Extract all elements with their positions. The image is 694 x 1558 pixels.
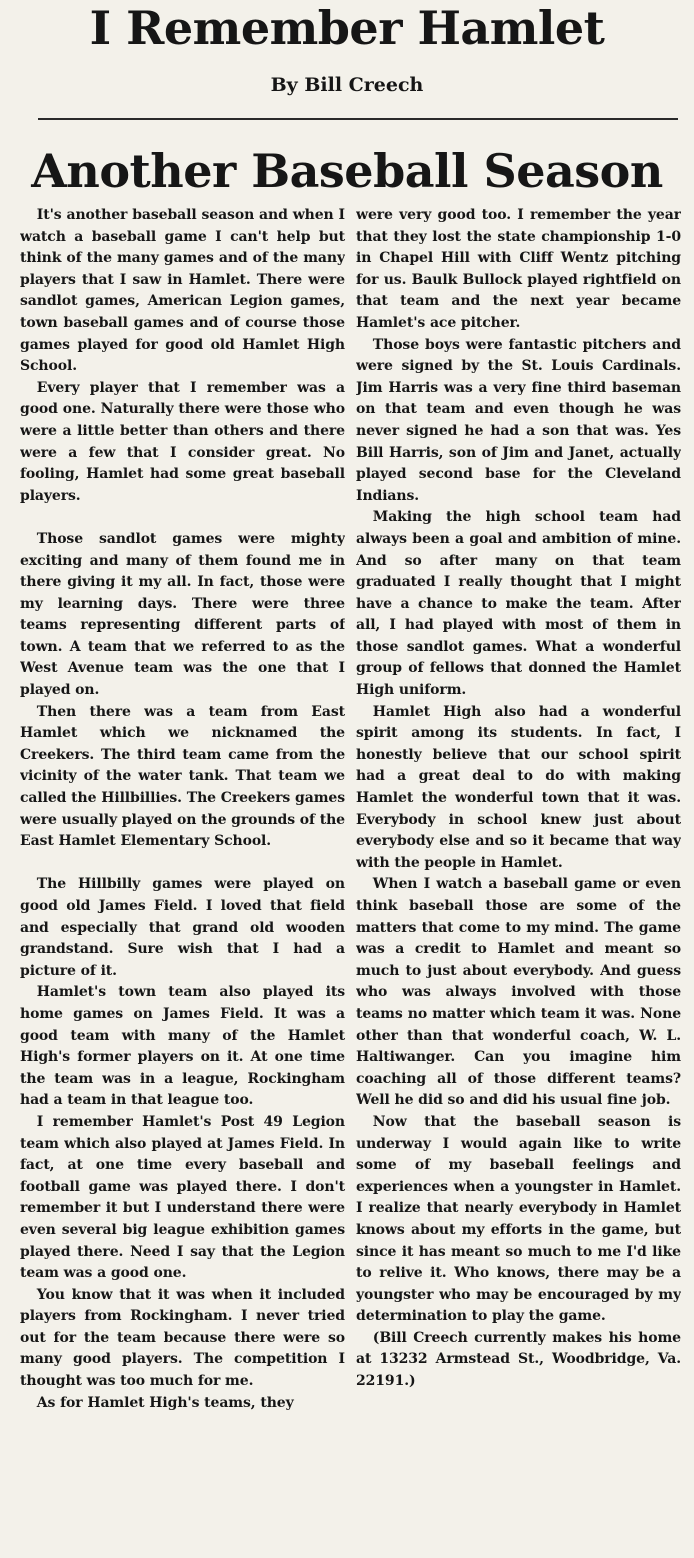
headline: Another Baseball Season xyxy=(31,144,663,198)
paragraph: I remember Hamlet's Post 49 Legion team which also played at James Field. In fact, at one time every baseball and football game was played there. I don't remember it but I understand there were even several big league exhibition games played there. Need I say that the Legion team was a good one. xyxy=(20,1113,345,1282)
paragraph: Hamlet High also had a wonderful spirit among its students. In fact, I honestly believe that our school spirit had a great deal to do with making Hamlet the wonderful town that it was. Everybody in school knew just about everybody else and so it became that way with the people in Hamlet. xyxy=(356,703,681,871)
paragraph: When I watch a baseball game or even think baseball those are some of the matters that come to my mind. The game was a credit to Hamlet and meant so much to just about everybody. And guess who was always involved with those teams no matter which team it was. None other than that wonderful coach, W. L. Haltiwanger. Can you imagine him coaching all of those different teams? Well he did so and did his usual fine job. xyxy=(356,876,681,1109)
divider-rule xyxy=(38,118,678,120)
paragraph: It's another baseball season and when I watch a baseball game I can't help but think of the many games and of the many players that I saw in Hamlet. There were sandlot games, American Legion games, town baseball games and of course those games played for good old Hamlet High School. xyxy=(20,207,345,375)
paragraph: were very good too. I remember the year that they lost the state championship 1-0 in Chapel Hill with Cliff Wentz pitching for us. Baulk Bullock played rightfield on that team and the next year became Hamlet's ace pitcher. xyxy=(356,207,681,331)
paragraph: Making the high school team had always been a goal and ambition of mine. And so after many on that team graduated I really thought that I might have a chance to make the team. After all, I had played with most of them in those sandlot games. What a wonderful group of fellows that donned the Hamlet High uniform. xyxy=(356,509,681,699)
left-column xyxy=(20,205,345,1553)
paragraph: Now that the baseball season is underway I would again like to write some of my baseball feelings and experiences when a youngster in Hamlet. I realize that nearly everybody in Hamlet knows about my efforts in the game, but since it has meant so much to me I'd like to relive it. Who knows, there may be a youngster who may be encouraged by my determination to play the game. xyxy=(356,1113,681,1325)
author-note: (Bill Creech currently makes his home at 13232 Armstead St., Woodbridge, Va. 22191.) xyxy=(356,1329,681,1390)
right-column xyxy=(356,205,681,1553)
paragraph: The Hillbilly games were played on good old James Field. I loved that field and especially that grand old wooden grandstand. Sure wish that I had a picture of it. xyxy=(20,876,345,979)
paragraph: Those sandlot games were mighty exciting and many of them found me in there giving it my all. In fact, those were my learning days. There were three teams representing different parts of town. A team that we referred to as the West Avenue team was the one that I played on. xyxy=(20,530,345,699)
paragraph: Hamlet's town team also played its home games on James Field. It was a good team with many of the Hamlet High's former players on it. At one time the team was in a league, Rockingham had a team in that league too. xyxy=(20,984,345,1109)
column-title: I Remember Hamlet xyxy=(89,1,605,55)
paragraph: You know that it was when it included players from Rockingham. I never tried out for the team because there were so many good players. The competition I thought was too much for me. xyxy=(20,1286,345,1390)
paragraph: Every player that I remember was a good one. Naturally there were those who were a little better than others and there were a few that I consider great. No fooling, Hamlet had some great baseball players. xyxy=(20,379,345,504)
paragraph: As for Hamlet High's teams, they xyxy=(36,1394,294,1411)
byline: By Bill Creech xyxy=(270,74,424,96)
paragraph: Then there was a team from East Hamlet which we nicknamed the Creekers. The third team came from the vicinity of the water tank. That team we called the Hillbillies. The Creekers games were usually played on the grounds of the East Hamlet Elementary School. xyxy=(20,703,345,850)
paragraph: Those boys were fantastic pitchers and were signed by the St. Louis Cardinals. Jim Harris was a very fine third baseman on that team and even though he was never signed he had a son that was. Yes Bill Harris, son of Jim and Janet, actually played second base for the Cleveland Indians. xyxy=(356,336,681,504)
